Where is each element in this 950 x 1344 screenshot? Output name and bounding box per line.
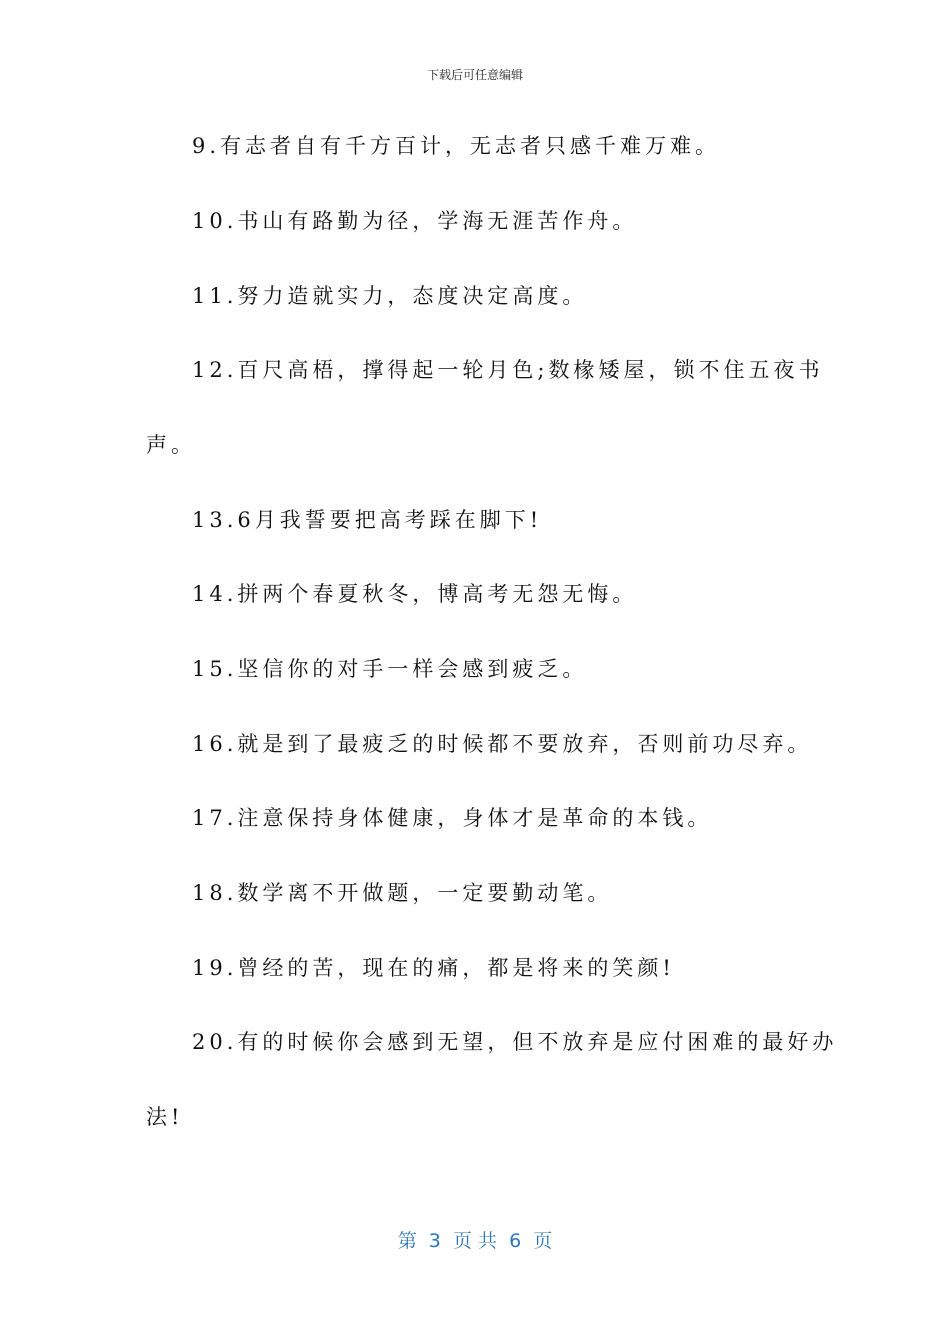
item-text: 数学离不开做题，一定要勤动笔。 (237, 881, 613, 905)
item-text: 注意保持身体健康，身体才是革命的本钱。 (237, 806, 713, 830)
item-number: 17. (192, 806, 238, 830)
item-number: 15. (192, 657, 238, 681)
item-text: 坚信你的对手一样会感到疲乏。 (237, 657, 588, 681)
list-item (192, 1027, 837, 1057)
item-text: 就是到了最疲乏的时候都不要放弃，否则前功尽弃。 (237, 732, 813, 756)
item-number: 14. (192, 582, 238, 606)
list-item (192, 579, 637, 609)
item-text: 努力造就实力，态度决定高度。 (237, 284, 588, 308)
item-number: 12. (192, 358, 238, 382)
item-text: 书山有路勤为径，学海无涯苦作舟。 (237, 209, 638, 233)
list-item (192, 355, 823, 385)
item-number: 16. (192, 732, 238, 756)
item-number: 20. (192, 1030, 238, 1054)
item-text: 百尺高梧，撑得起一轮月色;数椽矮屋，锁不住五夜书 (237, 358, 824, 382)
list-item (192, 729, 812, 759)
page-footer: 第 3 页 共 6 页 (397, 1230, 553, 1252)
item-number: 19. (192, 956, 238, 980)
list-item (192, 803, 712, 833)
item-number: 11. (192, 284, 238, 308)
item-number: 13. (192, 508, 238, 532)
item-text: 曾经的苦，现在的痛，都是将来的笑颜! (237, 956, 675, 980)
page-header: 下载后可任意编辑 (426, 68, 523, 82)
item-number: 18. (192, 881, 238, 905)
item-text: 6月我誓要把高考踩在脚下! (237, 508, 543, 532)
item-text: 拼两个春夏秋冬，博高考无怨无悔。 (237, 582, 638, 606)
list-item-continuation: 声。 (146, 433, 196, 457)
list-item (192, 281, 587, 311)
item-text: 有的时候你会感到无望，但不放弃是应付困难的最好办 (237, 1030, 838, 1054)
item-number: 9. (192, 134, 221, 158)
list-item (192, 131, 720, 161)
list-item (192, 505, 542, 535)
item-text: 有志者自有千方百计，无志者只感千难万难。 (220, 134, 721, 158)
list-item (192, 654, 587, 684)
list-item-continuation: 法! (146, 1105, 184, 1129)
item-number: 10. (192, 209, 238, 233)
list-item (192, 206, 637, 236)
list-item (192, 878, 612, 908)
list-item (192, 953, 675, 983)
